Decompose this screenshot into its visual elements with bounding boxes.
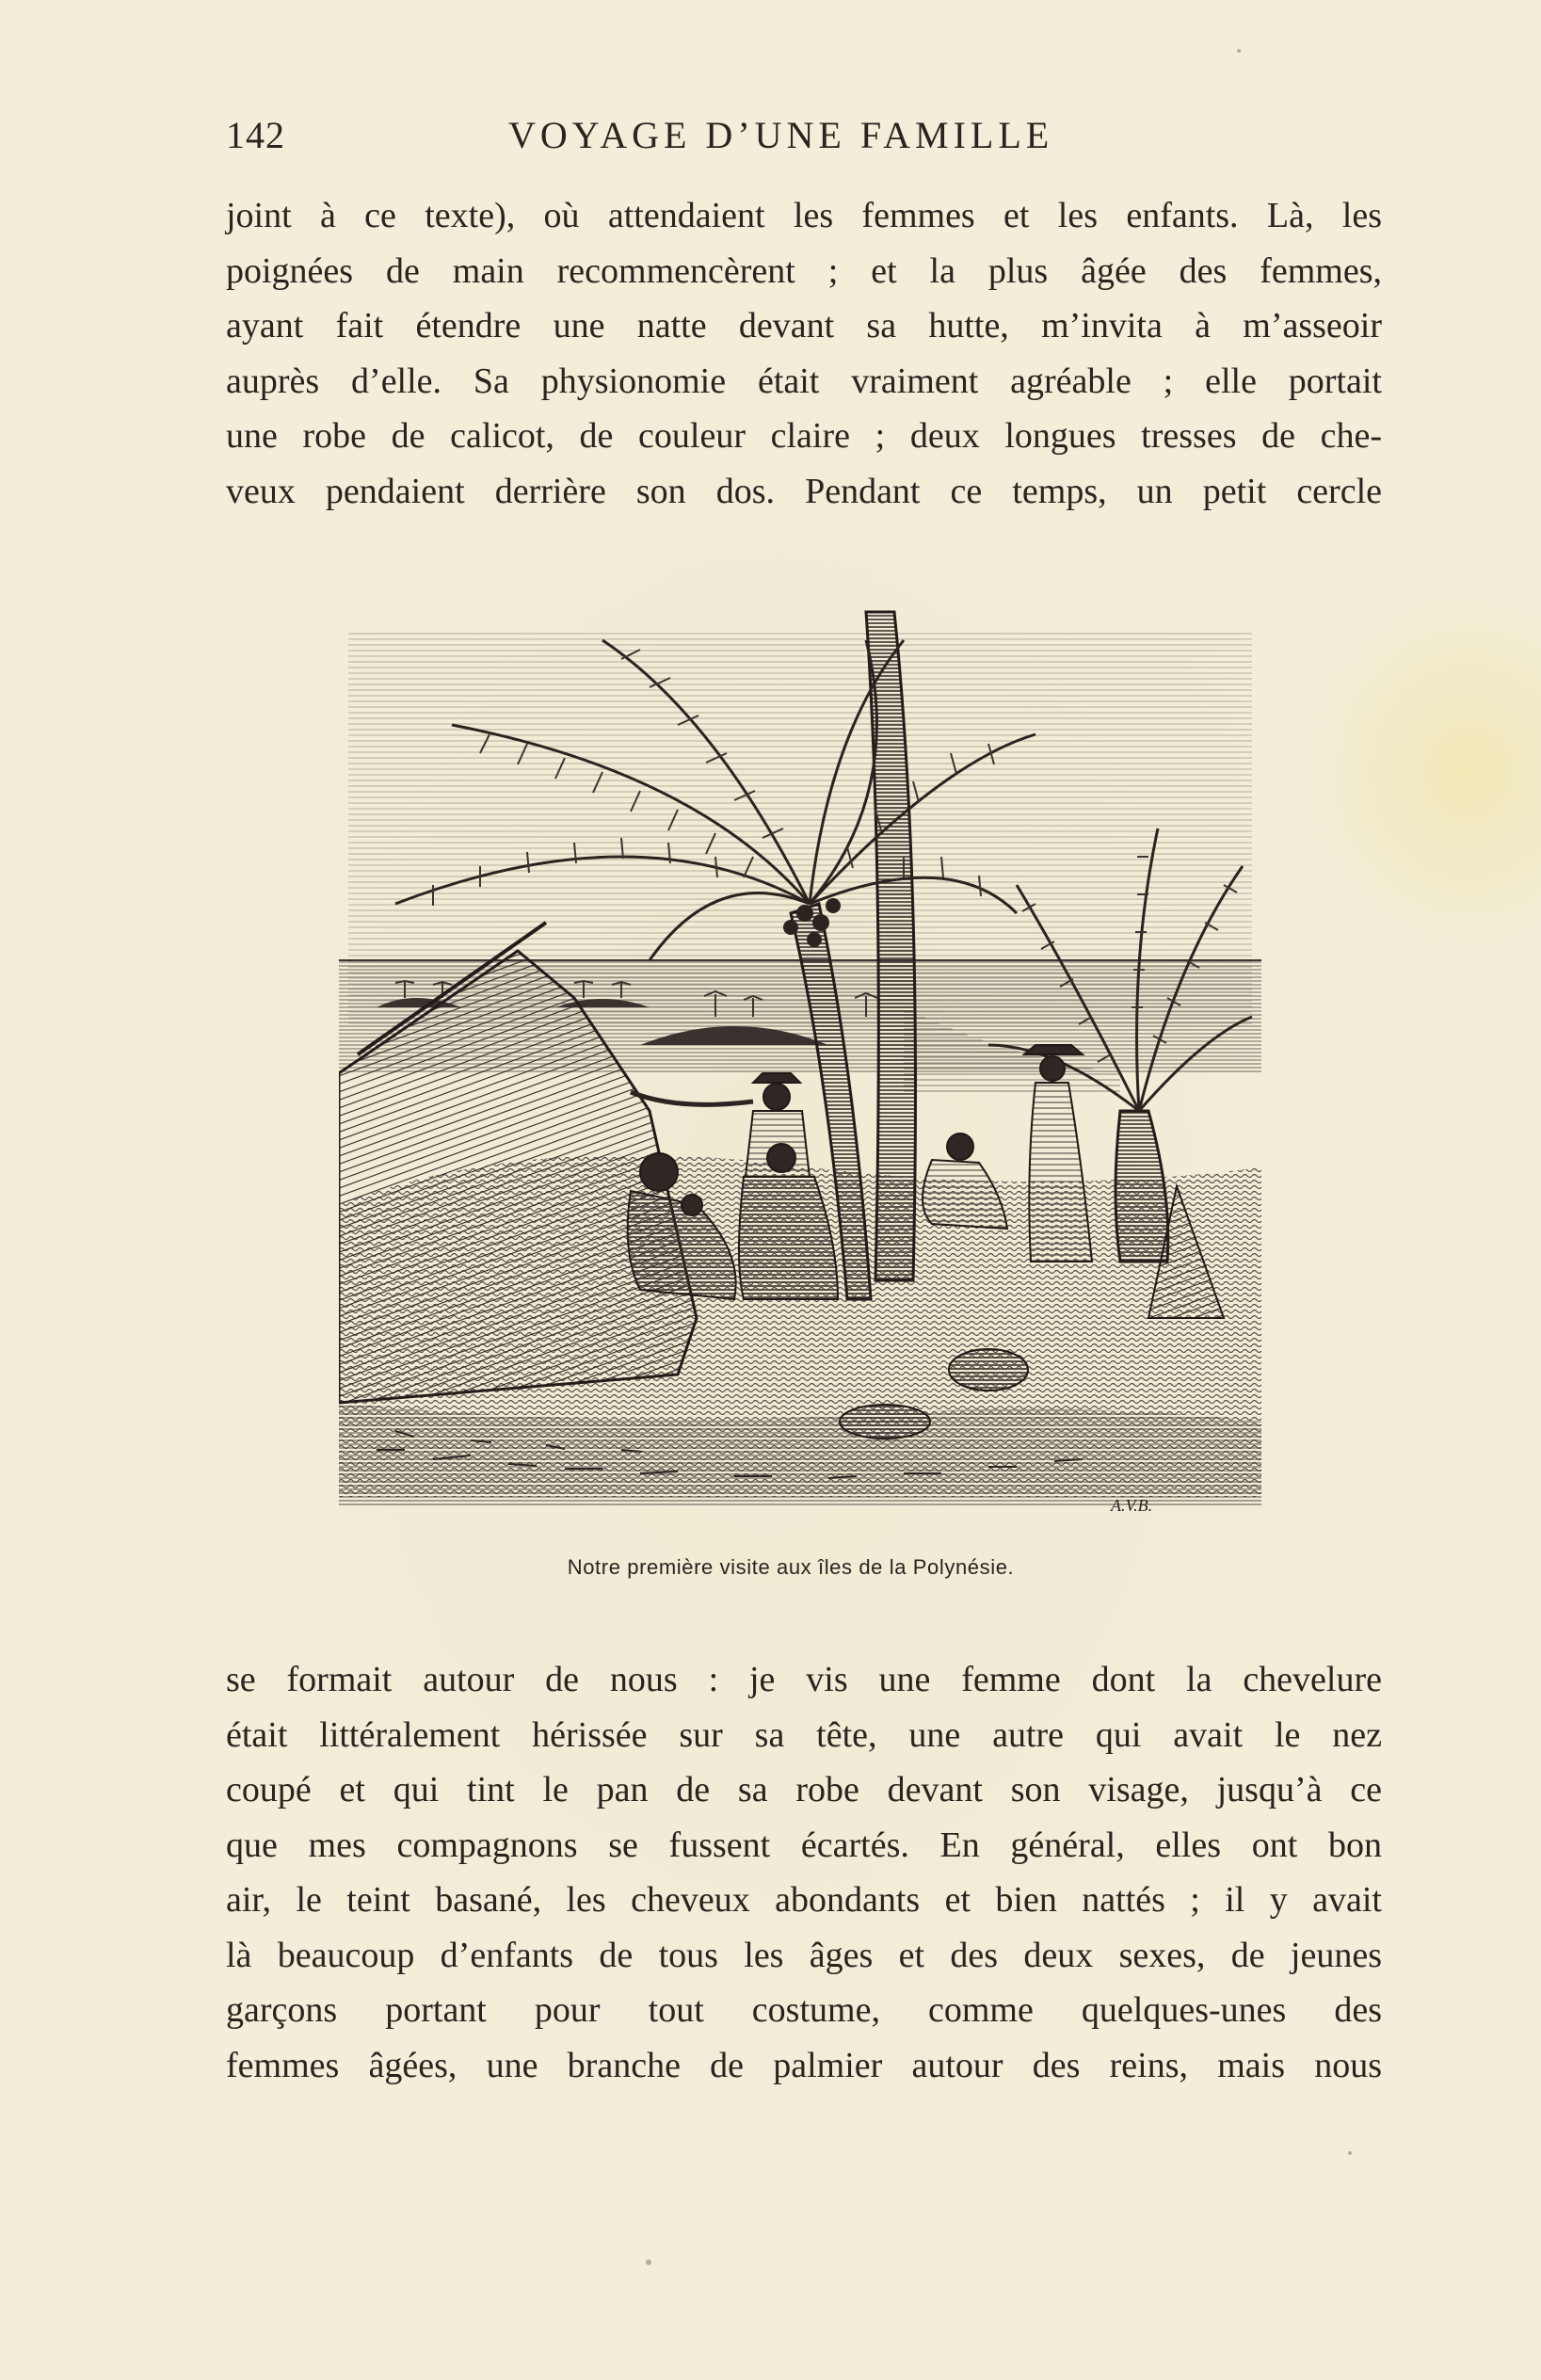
text-line: auprès d’elle. Sa physionomie était vraiment agréable ; elle portait [226,361,1382,401]
text-line: femmes âgées, une branche de palmier autour des reins, mais nous [226,2045,1382,2085]
text-line: là beaucoup d’enfants de tous les âges et des deux sexes, de jeunes [226,1935,1382,1975]
figure-caption: Notre première visite aux îles de la Polynésie. [567,1555,1015,1579]
text-line: veux pendaient derrière son dos. Pendant ce temps, un petit cercle [226,471,1382,511]
engraving-illustration [339,603,1280,1525]
text-line: poignées de main recommencèrent ; et la plus âgée des femmes, [226,250,1382,291]
text-line: air, le teint basané, les cheveux abondants et bien nattés ; il y avait [226,1880,1382,1920]
text-line: coupé et qui tint le pan de sa robe devant son visage, jusqu’à ce [226,1770,1382,1809]
running-title: VOYAGE D’UNE FAMILLE [508,114,1054,156]
page-number: 142 [226,114,285,156]
text-line: une robe de calicot, de couleur claire ; deux longues tresses de che- [226,416,1382,456]
engraving-svg [339,603,1280,1525]
canoe [631,1092,753,1104]
running-head [226,113,1384,169]
text-line: se formait autour de nous : je vis une femme dont la chevelure [226,1660,1382,1699]
paper-speck [1237,49,1241,53]
engraver-signature: A.V.B. [1111,1496,1153,1515]
paragraph-bottom [226,1652,1382,2093]
text-line: garçons portant pour tout costume, comme quelques-unes des [226,1990,1382,2030]
text-line: joint à ce texte), où attendaient les femmes et les enfants. Là, les [226,196,1382,235]
paper-speck [1348,2151,1352,2155]
paragraph-top [226,188,1382,519]
text-line: que mes compagnons se fussent écartés. En général, elles ont bon [226,1825,1382,1865]
text-line: ayant fait étendre une natte devant sa hutte, m’invita à m’asseoir [226,306,1382,346]
text-line: était littéralement hérissée sur sa tête, une autre qui avait le nez [226,1714,1382,1755]
paper-speck [646,2259,651,2265]
